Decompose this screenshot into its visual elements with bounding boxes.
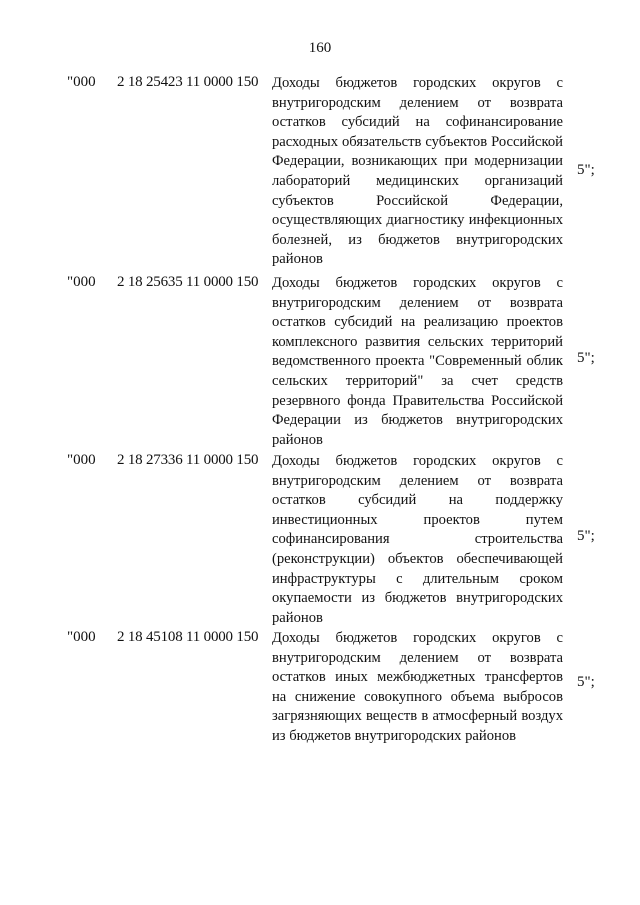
entry-prefix: "000 — [67, 74, 96, 90]
entry-description: Доходы бюджетов городских округов с внутригородским делением от возврата остатков иных межбюджетных трансфертов на снижение совокупного объема выбросов загрязняющих веществ в атмосферный воздух из бюджетов внутригородских районов — [272, 630, 563, 744]
entry-description: Доходы бюджетов городских округов с внутригородским делением от возврата остатков субсидий на софинансирование расходных обязательств субъектов Российской Федерации, возникающих при модернизации лабораторий медицинских организаций субъектов Российской Федерации, осуществляющих диагностику инфекционных болезней, из бюджетов внутригородских районов — [272, 75, 563, 268]
budget-code: 2 18 25423 11 0000 150 — [117, 74, 259, 90]
entry-prefix: "000 — [67, 452, 96, 468]
budget-code: 2 18 27336 11 0000 150 — [117, 452, 259, 468]
entry-suffix: 5"; — [577, 528, 595, 544]
entry-prefix: "000 — [67, 629, 96, 645]
entry-description: Доходы бюджетов городских округов с внутригородским делением от возврата остатков субсидий на поддержку инвестиционных проектов путем софинансирования строительства (реконструкции) объектов обеспечивающей инфраструктуры с длительным сроком окупаемости из бюджетов внутригородских районов — [272, 453, 563, 626]
entry-suffix: 5"; — [577, 162, 595, 178]
entry-suffix: 5"; — [577, 674, 595, 690]
budget-code: 2 18 25635 11 0000 150 — [117, 274, 259, 290]
budget-code: 2 18 45108 11 0000 150 — [117, 629, 259, 645]
entry-prefix: "000 — [67, 274, 96, 290]
page-number: 160 — [308, 40, 332, 56]
entry-suffix: 5"; — [577, 350, 595, 366]
entry-description: Доходы бюджетов городских округов с внутригородским делением от возврата остатков субсидий на реализацию проектов комплексного развития сельских территорий ведомственного проекта "Современный облик сельских территорий" за счет средств резервного фонда Правительства Российской Федерации из бюджетов внутригородских районов — [272, 275, 563, 448]
